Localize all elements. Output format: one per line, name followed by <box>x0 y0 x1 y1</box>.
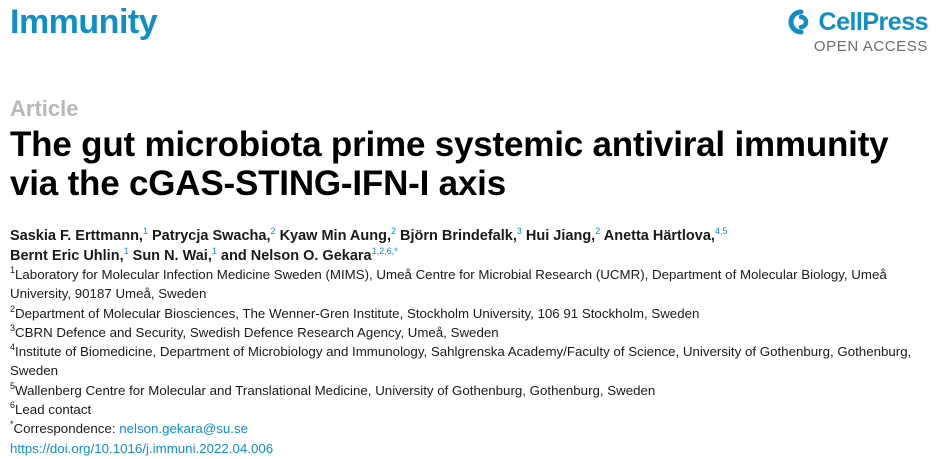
publisher-name: CellPress <box>818 8 928 36</box>
author[interactable] <box>152 228 276 244</box>
article-type: Article <box>10 96 79 121</box>
author[interactable] <box>133 248 217 264</box>
author-affiliation-ref[interactable]: 1 <box>211 246 217 256</box>
author-name[interactable]: Hui Jiang, <box>525 228 596 244</box>
affiliation <box>10 342 935 381</box>
affiliation-text: Wallenberg Centre for Molecular and Translational Medicine, University of Gothenburg, Gothenburg, Sweden <box>15 382 656 398</box>
author-list <box>10 226 930 266</box>
author[interactable] <box>10 228 148 244</box>
publisher-block <box>758 8 928 58</box>
correspondence-mark: * <box>10 419 14 430</box>
author-name[interactable]: Patrycja Swacha, <box>152 228 271 244</box>
affiliation-number: 2 <box>10 303 16 314</box>
article-title: The gut microbiota prime systemic antiviral immunity via the cGAS-STING-IFN-I axis <box>10 125 889 203</box>
affiliation <box>10 265 935 304</box>
author[interactable] <box>280 228 396 244</box>
correspondence-label: Correspondence: <box>13 421 120 437</box>
publisher-logo <box>787 8 928 36</box>
author-affiliation-ref[interactable]: 1 <box>123 246 129 256</box>
author-name[interactable]: Anetta Härtlova, <box>603 228 715 244</box>
correspondence <box>10 419 935 438</box>
affiliation-number: 4 <box>10 342 16 353</box>
affiliation-text: Department of Molecular Biosciences, The Wenner-Gren Institute, Stockholm University, 106 91 Stockholm, Sweden <box>15 305 700 321</box>
author-affiliation-ref[interactable]: 3 <box>516 226 522 236</box>
correspondence-email-link[interactable]: nelson.gekara@su.se <box>119 421 249 437</box>
author-affiliation-ref[interactable]: 1,2,6,* <box>371 246 398 256</box>
author-name[interactable]: Saskia F. Erttmann, <box>10 228 143 244</box>
author[interactable] <box>10 248 129 264</box>
author-name[interactable]: Kyaw Min Aung, <box>279 228 391 244</box>
author[interactable] <box>604 228 728 244</box>
author[interactable] <box>400 228 522 244</box>
journal-name: Immunity <box>10 3 158 41</box>
affiliation-list <box>10 265 935 458</box>
author-affiliation-ref[interactable]: 1 <box>142 226 148 236</box>
author[interactable] <box>221 248 398 264</box>
affiliation-number: 1 <box>10 265 16 275</box>
affiliation-text: CBRN Defence and Security, Swedish Defence Research Agency, Umeå, Sweden <box>15 324 499 340</box>
author-affiliation-ref[interactable]: 2 <box>595 226 601 236</box>
author-name[interactable]: and Nelson O. Gekara <box>220 248 372 264</box>
affiliation-text: Lead contact <box>15 402 92 418</box>
author-affiliation-ref[interactable]: 2 <box>391 226 397 236</box>
author[interactable] <box>526 228 600 244</box>
cellpress-logo-icon <box>787 9 815 35</box>
doi-link[interactable]: https://doi.org/10.1016/j.immuni.2022.04.006 <box>10 440 274 456</box>
affiliation-number: 6 <box>10 400 16 411</box>
affiliation-number: 3 <box>10 322 16 333</box>
affiliation <box>10 381 935 400</box>
author-affiliation-ref[interactable]: 4,5 <box>714 226 728 236</box>
affiliation <box>10 304 935 323</box>
affiliation-text: Laboratory for Molecular Infection Medicine Sweden (MIMS), Umeå Centre for Microbial Research (UCMR), Department of Molecular Biology, Umeå University, 90187 Umeå, Sweden <box>10 267 887 302</box>
author-name[interactable]: Björn Brindefalk, <box>400 228 517 244</box>
affiliation-number: 5 <box>10 380 16 391</box>
affiliation-text: Institute of Biomedicine, Department of Microbiology and Immunology, Sahlgrenska Academy/Faculty of Science, University of Gothenburg, Gothenburg, Sweden <box>10 344 912 379</box>
affiliation <box>10 400 935 419</box>
open-access-label: OPEN ACCESS <box>813 38 928 55</box>
author-name[interactable]: Sun N. Wai, <box>132 248 212 264</box>
affiliation <box>10 323 935 342</box>
author-name[interactable]: Bernt Eric Uhlin, <box>10 248 124 264</box>
author-affiliation-ref[interactable]: 2 <box>270 226 276 236</box>
